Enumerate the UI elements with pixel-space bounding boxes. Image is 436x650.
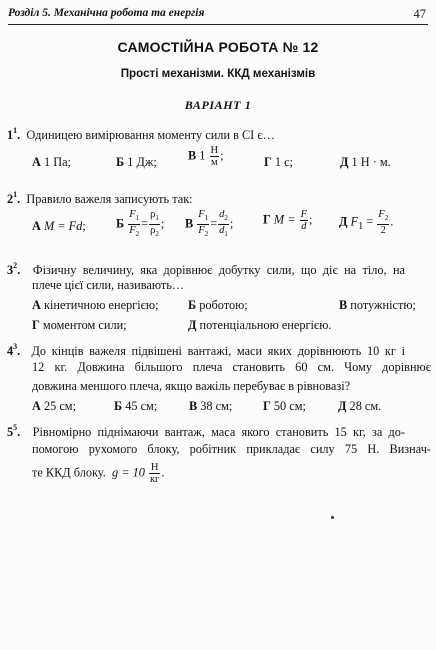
question-2 bbox=[7, 189, 193, 206]
question-text-line: 12 кг. Довжина більшого плеча становить 60 см. Чому дорівнює bbox=[32, 360, 431, 374]
question-number: $5^5$. bbox=[7, 423, 21, 440]
answer-option-b: Б 45 см; bbox=[114, 399, 158, 413]
question-text-line: те ККД блоку. g = 10 $\frac{Н}{кг}$ . bbox=[32, 462, 165, 485]
answer-option-e: Д 1 Н · м. bbox=[340, 155, 391, 169]
question-text-line: Рівномірно піднімаючи вантаж, маса якого становить 15 кг, за до- bbox=[32, 425, 405, 440]
question-number: $4^3$. bbox=[7, 342, 21, 359]
page-subtitle: Прості механізми. ККД механізмів bbox=[120, 67, 316, 80]
answer-option-a: А M = Fd; bbox=[32, 219, 86, 233]
answer-option-e: Д потенціальною енергією. bbox=[188, 318, 332, 332]
question-number: $1^1$. bbox=[7, 126, 21, 143]
question-5 bbox=[7, 422, 405, 439]
answer-option-d: Г моментом сили; bbox=[32, 318, 127, 332]
question-text-line: довжина меншого плеча, якщо важіль перебуває в рівновазі? bbox=[32, 379, 351, 393]
running-header bbox=[8, 4, 428, 25]
question-text-line: До кінців важеля підвішені вантажі, маси яких дорівнюють 10 кг і bbox=[31, 344, 405, 359]
given-value: g = 10 bbox=[111, 465, 145, 480]
answer-option-d: Г 50 см; bbox=[263, 399, 306, 413]
answer-option-b: Б 1 Дж; bbox=[116, 155, 157, 169]
answer-option-c: В $\frac{F_1}{F_2}$ = $\frac{d_2}{d_1}$ ; bbox=[185, 209, 234, 239]
question-text-line: помогою рухомого блоку, робітник прикладає силу 75 Н. Визнач- bbox=[32, 442, 431, 456]
answer-option-d: Г M = $\frac{F}{d}$ ; bbox=[263, 209, 313, 232]
question-number: $3^2$. bbox=[7, 261, 21, 278]
answer-option-a: А 1 Па; bbox=[32, 155, 71, 169]
answer-option-a: А кінетичною енергією; bbox=[32, 298, 159, 312]
answer-option-c: В 38 см; bbox=[189, 399, 233, 413]
page-number: 47 bbox=[413, 7, 426, 21]
answer-option-a: А 25 см; bbox=[32, 399, 76, 413]
variant-heading: ВАРІАНТ 1 bbox=[184, 98, 252, 112]
answer-option-b: Б роботою; bbox=[188, 298, 248, 312]
question-3 bbox=[7, 260, 405, 277]
answer-option-c: В 1 $\frac{Н}{м}$ ; bbox=[188, 145, 224, 168]
question-text-line: плече цієї сили, називають… bbox=[32, 278, 185, 292]
chapter-title: Розділ 5. Механічна робота та енергія bbox=[8, 7, 205, 19]
print-speck bbox=[331, 516, 334, 519]
answer-option-b: Б $\frac{F_1}{F_2}$ = $\frac{\rho_1}{\rho_2}$ ; bbox=[116, 209, 165, 239]
question-text-line: Фізичну величину, яка дорівнює добутку сили, що діє на тіло, на bbox=[32, 263, 405, 278]
answer-option-e: Д $F_1$ = $\frac{F_2}{2}$ . bbox=[339, 209, 394, 237]
answer-option-e: Д 28 см. bbox=[338, 399, 382, 413]
page-title: САМОСТІЙНА РОБОТА № 12 bbox=[117, 39, 319, 55]
answer-option-c: В потужністю; bbox=[339, 298, 416, 312]
question-text: Правило важеля записують так: bbox=[26, 192, 193, 207]
question-text: Одиницею вимірювання моменту сили в СІ є… bbox=[26, 128, 275, 143]
question-number: $2^1$. bbox=[7, 190, 21, 207]
question-1 bbox=[7, 125, 275, 142]
answer-option-d: Г 1 с; bbox=[264, 155, 294, 169]
question-4 bbox=[7, 341, 405, 358]
